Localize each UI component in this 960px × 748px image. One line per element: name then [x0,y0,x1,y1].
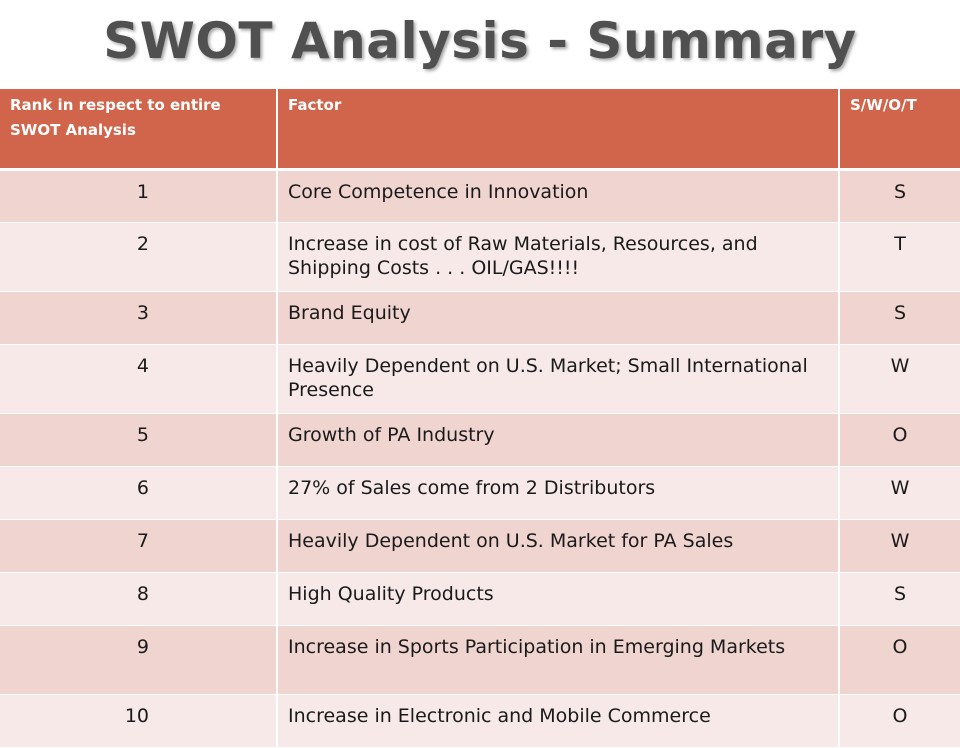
header-rank: Rank in respect to entire SWOT Analysis [0,89,277,169]
rank-cell: 5 [0,413,277,466]
swot-type-cell: W [839,519,960,572]
swot-type-cell: S [839,572,960,625]
swot-type-cell: O [839,413,960,466]
factor-cell: Increase in cost of Raw Materials, Resources, and Shipping Costs . . . OIL/GAS!!!! [277,222,839,291]
rank-cell: 4 [0,344,277,413]
factor-cell: Increase in Sports Participation in Emerging Markets [277,625,839,694]
table-row [0,222,960,291]
swot-type-cell: T [839,222,960,291]
rank-cell: 8 [0,572,277,625]
table-row [0,291,960,344]
rank-cell: 7 [0,519,277,572]
slide-title: SWOT Analysis - Summary [103,12,857,70]
swot-type-cell: S [839,169,960,222]
swot-type-cell: W [839,466,960,519]
table-row [0,344,960,413]
rank-cell: 2 [0,222,277,291]
factor-cell: Brand Equity [277,291,839,344]
factor-cell: Heavily Dependent on U.S. Market; Small International Presence [277,344,839,413]
table-row [0,169,960,222]
table-row [0,413,960,466]
rank-cell: 1 [0,169,277,222]
factor-cell: Increase in Electronic and Mobile Commerce [277,694,839,747]
factor-cell: 27% of Sales come from 2 Distributors [277,466,839,519]
header-swot-type: S/W/O/T [839,89,960,169]
swot-summary-table [0,89,960,748]
swot-type-cell: W [839,344,960,413]
factor-cell: High Quality Products [277,572,839,625]
header-factor: Factor [277,89,839,169]
rank-cell: 9 [0,625,277,694]
factor-cell: Core Competence in Innovation [277,169,839,222]
table-header-row [0,89,960,169]
table-row [0,694,960,747]
rank-cell: 3 [0,291,277,344]
table-row [0,572,960,625]
factor-cell: Heavily Dependent on U.S. Market for PA Sales [277,519,839,572]
rank-cell: 10 [0,694,277,747]
table-row [0,625,960,694]
swot-type-cell: O [839,625,960,694]
swot-type-cell: O [839,694,960,747]
table-row [0,466,960,519]
table-row [0,519,960,572]
rank-cell: 6 [0,466,277,519]
swot-type-cell: S [839,291,960,344]
factor-cell: Growth of PA Industry [277,413,839,466]
